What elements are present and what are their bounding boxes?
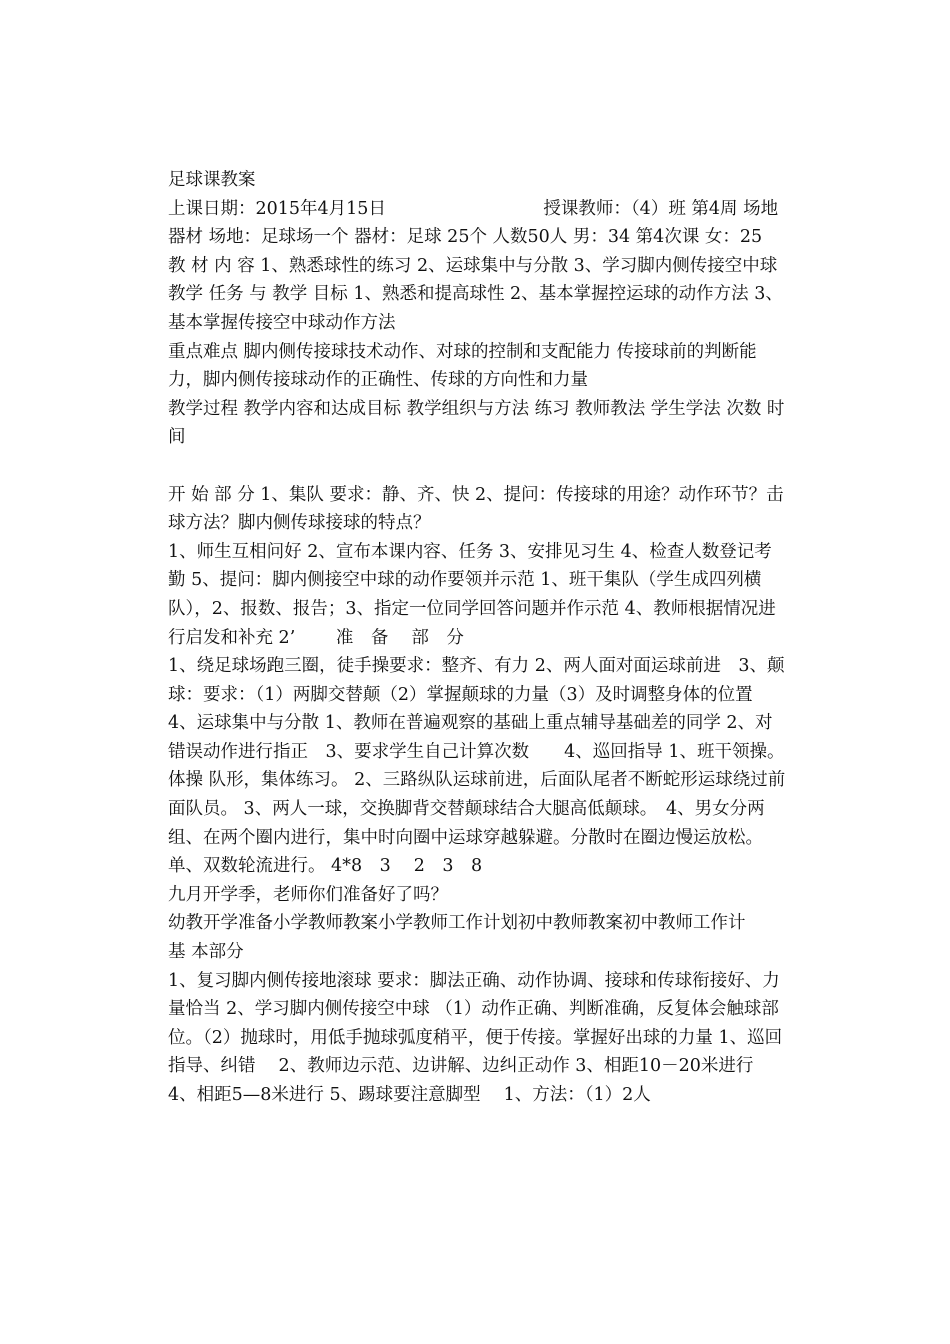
paragraph-basic-section: 1、复习脚内侧传接地滚球 要求：脚法正确、动作协调、接球和传球衔接好、力量恰当 2、学习脚内侧传接空中球 （1）动作正确、判断准确，反复体会触球部位。（2）抛球时，用低手抛球弧度稍平，便于传接。掌握好出球的力量 1、巡回指导、纠错 2、教师边示范、边讲解、边纠正动作 3、相距10－20米进行 4、相距5—8米进行 5、踢球要注意脚型 1、方法：（1）2人 (168, 970, 783, 1105)
paragraph-teaching-content: 教 材 内 容 1、熟悉球性的练习 2、运球集中与分散 3、学习脚内侧传接空中球 (168, 255, 778, 276)
paragraph-ad-links: 幼教开学准备小学教师教案小学教师工作计划初中教师教案初中教师工作计 (168, 913, 746, 934)
paragraph-start-section: 开 始 部 分 1、集队 要求：静、齐、快 2、提问：传接球的用途？动作环节？击球方法？脚内侧传球接球的特点？ (168, 484, 784, 534)
blank-line (168, 452, 786, 481)
paragraph-key-points: 重点难点 脚内侧传接球技术动作、对球的控制和支配能力 传接球前的判断能力，脚内侧传接球动作的正确性、传球的方向性和力量 (168, 341, 757, 391)
document-title: 足球课教案 (168, 170, 256, 190)
paragraph-teaching-goals: 教学 任务 与 教学 目标 1、熟悉和提高球性 2、基本掌握控运球的动作方法 3、基本掌握传接空中球动作方法 (168, 284, 783, 333)
paragraph-start-methods: 1、师生互相问好 2、宣布本课内容、任务 3、安排见习生 4、检查人数登记考勤 5、提问：脚内侧接空中球的动作要领并示范 1、班干集队（学生成四列横队），2、报数、报告；3、指定一位同学回答问题并作示范 4、教师根据情况进行启发和补充 2’ 准 备 部 分 (168, 541, 776, 648)
paragraph-prep-section: 1、绕足球场跑三圈，徒手操要求：整齐、有力 2、两人面对面运球前进 3、颠球：要求：（1）两脚交替颠（2）掌握颠球的力量（3）及时调整身体的位置 4、运球集中与分散 1、教师在普遍观察的基础上重点辅导基础差的同学 2、对错误动作进行指正 3、要求学生自己计算次数 4、巡回指导 1、班干领操。体操 队形，集体练习。 2、三路纵队运球前进，后面队尾者不断蛇形运球绕过前面队员。 3、两人一球，交换脚背交替颠球结合大腿高低颠球。 4、男女分两组、在两个圈内进行，集中时向圈中运球穿越躲避。分散时在圈边慢运放松。单、双数轮流进行。 4*8 3 2 3 8 (168, 656, 786, 877)
document-body (168, 166, 786, 1110)
paragraph-ad-line: 九月开学季，老师你们准备好了吗？ (168, 884, 448, 905)
paragraph-process-header: 教学过程 教学内容和达成目标 教学组织与方法 练习 教师教法 学生学法 次数 时间 (168, 398, 785, 448)
paragraph-basic-heading: 基 本部分 (168, 942, 244, 963)
paragraph-class-info: 上课日期：2015年4月15日 授课教师：（4）班 第4周 场地 器材 场地：足球场一个 器材：足球 25个 人数50人 男：34 第4次课 女：25 (168, 198, 779, 248)
